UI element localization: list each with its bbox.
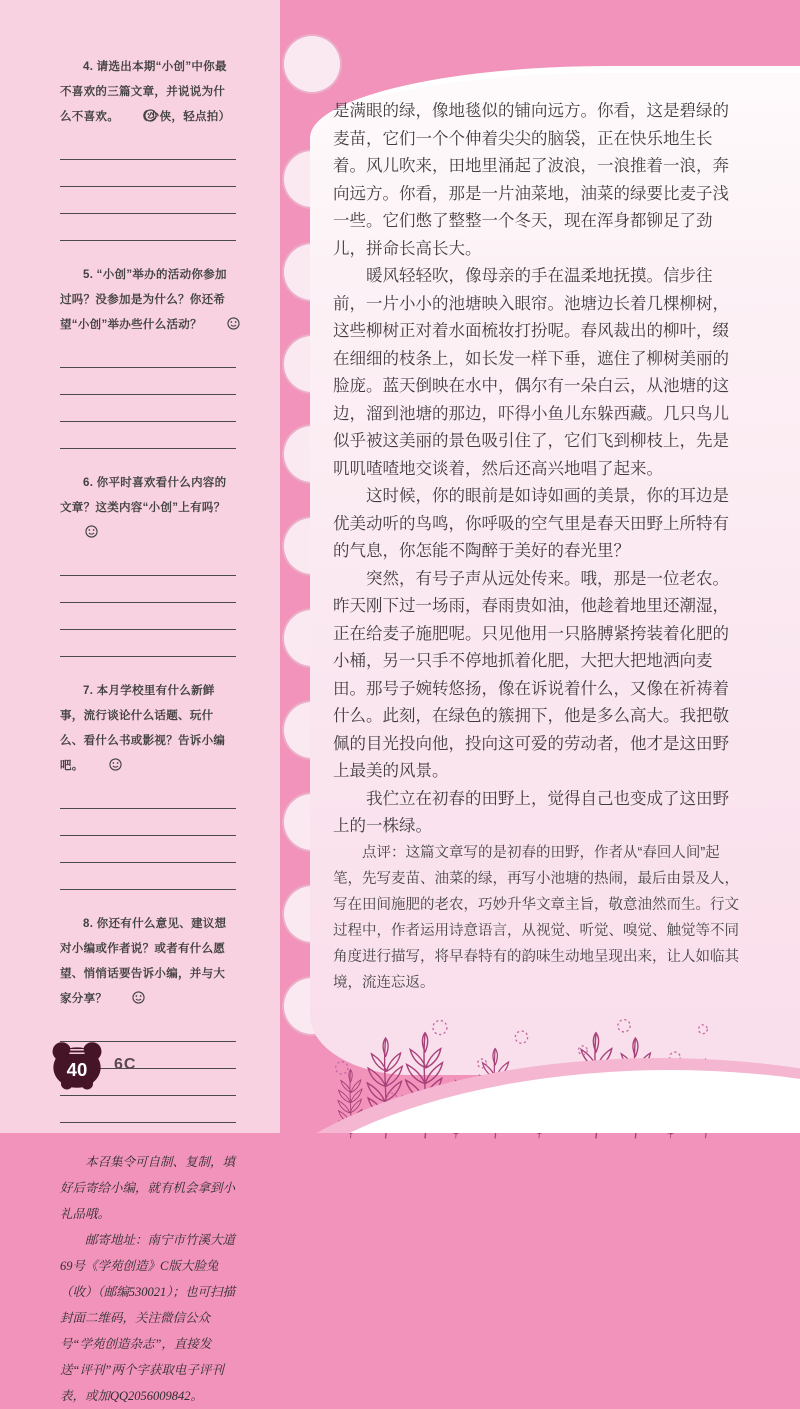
questionnaire-content bbox=[0, 0, 280, 1409]
question-block-6 bbox=[60, 471, 236, 657]
answer-lines bbox=[60, 549, 236, 657]
answer-line bbox=[60, 863, 236, 890]
question-label: 4. 请选出本期“小创”中你最不喜欢的三篇文章，并说说为什么不喜欢。 bbox=[60, 61, 227, 123]
footer-code: 6C bbox=[114, 1056, 137, 1073]
question-block-4 bbox=[60, 55, 236, 241]
question-label: 6. 你平时喜欢看什么内容的文章？这类内容“小创”上有吗？ bbox=[60, 477, 227, 514]
answer-line bbox=[60, 133, 236, 160]
essay-paragraph: 我伫立在初春的田野上，觉得自己也变成了这田野上的一株绿。 bbox=[333, 788, 729, 835]
smiley-icon bbox=[204, 315, 217, 328]
page-number: 40 bbox=[66, 1058, 88, 1080]
answer-line bbox=[60, 1015, 236, 1042]
mailing-address-note: 邮寄地址：南宁市竹溪大道69号《学苑创造》C版大脸兔（收）（邮编530021）；也可扫描封面二维码，关注微信公众号“学苑创造杂志”，直接发送“评刊”两个字获取电子评刊表，或加QQ2056009842。 bbox=[60, 1233, 236, 1403]
answer-line bbox=[60, 630, 236, 657]
answer-line bbox=[60, 1096, 236, 1123]
question-label: 5. “小创”举办的活动你参加过吗？没参加是为什么？你还希望“小创”举办些什么活动？ bbox=[60, 269, 227, 331]
answer-line bbox=[60, 836, 236, 863]
editor-comment: 点评：这篇文章写的是初春的田野，作者从“春回人间”起笔，先写麦苗、油菜的绿，再写小池塘的热闹，最后由景及人，写在田间施肥的老农，巧妙升华文章主旨，敬意油然而生。行文过程中，作者运用诗意语言，从视觉、听觉、嗅觉、触觉等不同角度进行描写，将早春特有的韵味生动地呈现出来，让人如临其境，流连忘返。 bbox=[333, 844, 739, 991]
answer-line bbox=[60, 809, 236, 836]
submission-notes bbox=[60, 1149, 236, 1409]
question-label: 7. 本月学校里有什么新鲜事，流行谈论什么话题、玩什么、看什么书或影视？告诉小编吧。 bbox=[60, 685, 226, 772]
answer-line bbox=[60, 368, 236, 395]
smiley-icon bbox=[86, 756, 99, 769]
question-tail: （少侠，轻点拍） bbox=[136, 111, 231, 123]
page-number-badge bbox=[50, 1040, 104, 1090]
essay-text bbox=[333, 97, 745, 1156]
question-text bbox=[60, 471, 236, 546]
question-text bbox=[60, 263, 236, 338]
answer-line bbox=[60, 576, 236, 603]
tiger-icon bbox=[50, 1040, 104, 1090]
essay-paragraph: 是满眼的绿，像地毯似的铺向远方。你看，这是碧绿的麦苗，它们一个个伸着尖尖的脑袋，正在快乐地生长着。风儿吹来，田地里涌起了波浪，一浪推着一浪，奔向远方。你看，那是一片油菜地，油菜的绿要比麦子浅一些。它们憋了整整一个冬天，现在浑身都铆足了劲儿，拼命长高长大。 bbox=[333, 101, 729, 258]
answer-lines bbox=[60, 133, 236, 241]
question-text bbox=[60, 55, 236, 130]
answer-line bbox=[60, 549, 236, 576]
question-text bbox=[60, 912, 236, 1012]
submission-note: 本召集令可自制、复制，填好后寄给小编，就有机会拿到小礼品哦。 bbox=[60, 1155, 236, 1221]
answer-line bbox=[60, 187, 236, 214]
question-text bbox=[60, 679, 236, 779]
answer-line bbox=[60, 160, 236, 187]
question-block-7 bbox=[60, 679, 236, 890]
scallop-decoration bbox=[282, 34, 342, 94]
questionnaire-sidebar bbox=[0, 0, 280, 1403]
essay-paragraph: 突然，有号子声从远处传来。哦，那是一位老农。昨天刚下过一场雨，春雨贵如油，他趁着地里还潮湿，正在给麦子施肥呢。只见他用一只胳膊紧挎装着化肥的小桶，另一只手不停地抓着化肥，大把大把地洒向麦田。那号子婉转悠扬，像在诉说着什么，又像在祈祷着什么。此刻，在绿色的簇拥下，他是多么高大。我把敬佩的目光投向他，投向这可爱的劳动者，他才是这田野上最美的风景。 bbox=[333, 568, 729, 780]
essay-paragraph: 这时候，你的眼前是如诗如画的美景，你的耳边是优美动听的鸟鸣，你呼吸的空气里是春天田野上所特有的气息，你怎能不陶醉于美好的春光里？ bbox=[333, 486, 729, 560]
bottom-curve bbox=[310, 1000, 800, 1133]
answer-line bbox=[60, 603, 236, 630]
smiley-icon bbox=[121, 107, 134, 120]
answer-line bbox=[60, 422, 236, 449]
question-block-8 bbox=[60, 912, 236, 1123]
question-block-5 bbox=[60, 263, 236, 449]
question-label: 8. 你还有什么意见、建议想对小编或作者说？或者有什么愿望、悄悄话要告诉小编，并与大家分享？ bbox=[60, 918, 227, 1005]
answer-line bbox=[60, 395, 236, 422]
answer-line bbox=[60, 341, 236, 368]
content-panel bbox=[310, 66, 800, 1075]
smiley-icon bbox=[109, 989, 122, 1002]
answer-lines bbox=[60, 341, 236, 449]
answer-line bbox=[60, 214, 236, 241]
answer-line bbox=[60, 782, 236, 809]
essay-paragraph: 暖风轻轻吹，像母亲的手在温柔地抚摸。信步往前，一片小小的池塘映入眼帘。池塘边长着几棵柳树，这些柳树正对着水面梳妆打扮呢。春风裁出的柳叶，缀在细细的枝条上，如长发一样下垂，遮住了柳树美丽的脸庞。蓝天倒映在水中，偶尔有一朵白云，从池塘的这边，溜到池塘的那边，吓得小鱼儿东躲西藏。几只鸟儿似乎被这美丽的景色吸引住了，它们飞到柳枝上，先是叽叽喳喳地交谈着，然后还高兴地唱了起来。 bbox=[333, 266, 729, 478]
answer-lines bbox=[60, 782, 236, 890]
smiley-icon bbox=[62, 523, 75, 536]
